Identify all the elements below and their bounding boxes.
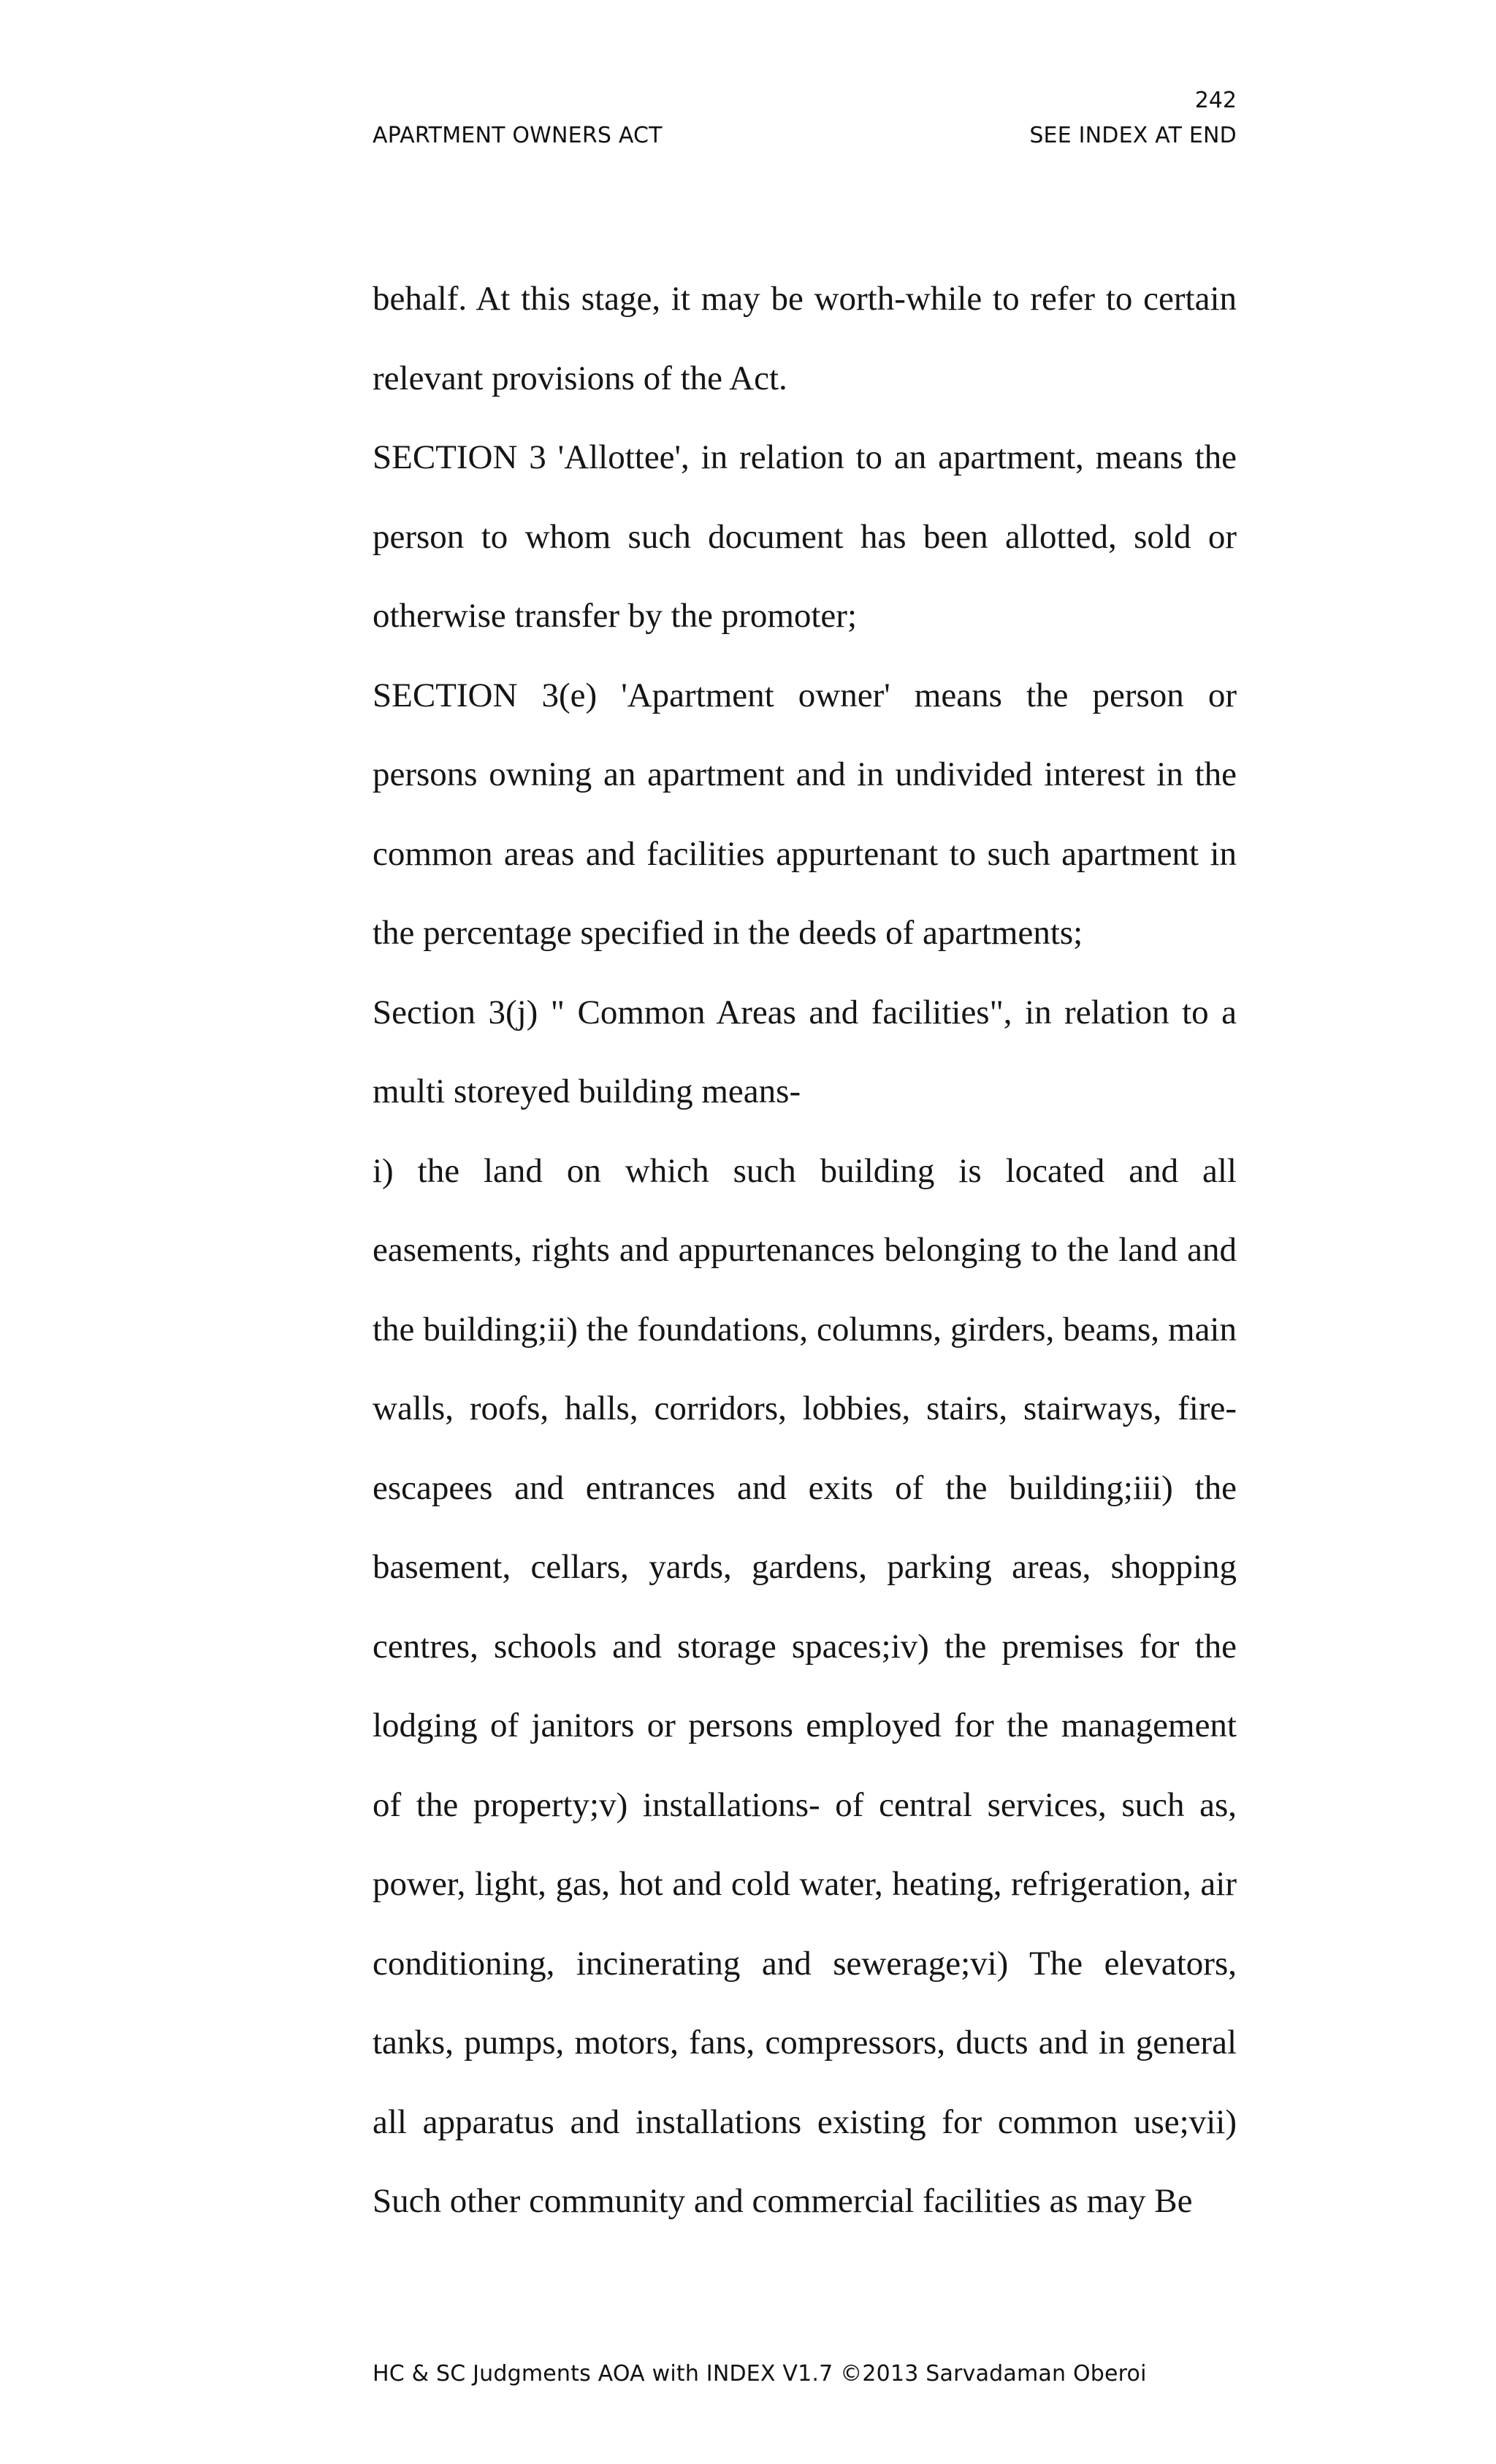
- text-line: SECTION 3 'Allottee', in relation to an apartment, means the: [373, 438, 1237, 476]
- text-line: SECTION 3(e) 'Apartment owner' means the person or: [373, 676, 1237, 714]
- text-line: the percentage specified in the deeds of apartments;: [373, 914, 1083, 952]
- text-line: i) the land on which such building is located and all: [373, 1151, 1237, 1190]
- text-line: persons owning an apartment and in undivided interest in the: [373, 755, 1237, 793]
- text-line: lodging of janitors or persons employed for the management: [373, 1706, 1237, 1744]
- text-line: common areas and facilities appurtenant to such apartment in: [373, 834, 1237, 873]
- text-line: power, light, gas, hot and cold water, heating, refrigeration, air: [373, 1865, 1237, 1903]
- text-line: basement, cellars, yards, gardens, parking areas, shopping: [373, 1548, 1237, 1586]
- running-header: [373, 123, 1237, 149]
- text-line: the building;ii) the foundations, columns, girders, beams, main: [373, 1310, 1237, 1349]
- text-line: centres, schools and storage spaces;iv) the premises for the: [373, 1627, 1237, 1666]
- text-line: relevant provisions of the Act.: [373, 359, 787, 397]
- text-line: easements, rights and appurtenances belonging to the land and: [373, 1231, 1237, 1269]
- paragraph: [373, 973, 1237, 1132]
- paragraph: [373, 1132, 1237, 2241]
- paragraph: [373, 656, 1237, 973]
- paragraph: [373, 418, 1237, 656]
- paragraph: [373, 259, 1237, 418]
- text-line: of the property;v) installations- of central services, such as,: [373, 1785, 1237, 1824]
- text-line: Such other community and commercial facilities as may Be: [373, 2182, 1193, 2220]
- text-line: walls, roofs, halls, corridors, lobbies, stairs, stairways, fire-: [373, 1389, 1237, 1427]
- document-body: [373, 259, 1237, 2241]
- text-line: otherwise transfer by the promoter;: [373, 597, 858, 635]
- text-line: multi storeyed building means-: [373, 1072, 801, 1110]
- page-footer: HC & SC Judgments AOA with INDEX V1.7 ©2013 Sarvadaman Oberoi: [373, 2361, 1147, 2387]
- text-line: all apparatus and installations existing for common use;vii): [373, 2102, 1237, 2141]
- header-title: APARTMENT OWNERS ACT: [373, 123, 663, 148]
- text-line: person to whom such document has been allotted, sold or: [373, 517, 1237, 556]
- text-line: Section 3(j) " Common Areas and facilities", in relation to a: [373, 993, 1237, 1031]
- text-line: conditioning, incinerating and sewerage;vi) The elevators,: [373, 1944, 1237, 1983]
- text-line: behalf. At this stage, it may be worth-while to refer to certain: [373, 280, 1237, 318]
- text-line: tanks, pumps, motors, fans, compressors, ducts and in general: [373, 2024, 1237, 2061]
- header-index-note: SEE INDEX AT END: [1029, 123, 1237, 148]
- page-number: 242: [1194, 88, 1237, 113]
- text-line: escapees and entrances and exits of the building;iii) the: [373, 1468, 1237, 1507]
